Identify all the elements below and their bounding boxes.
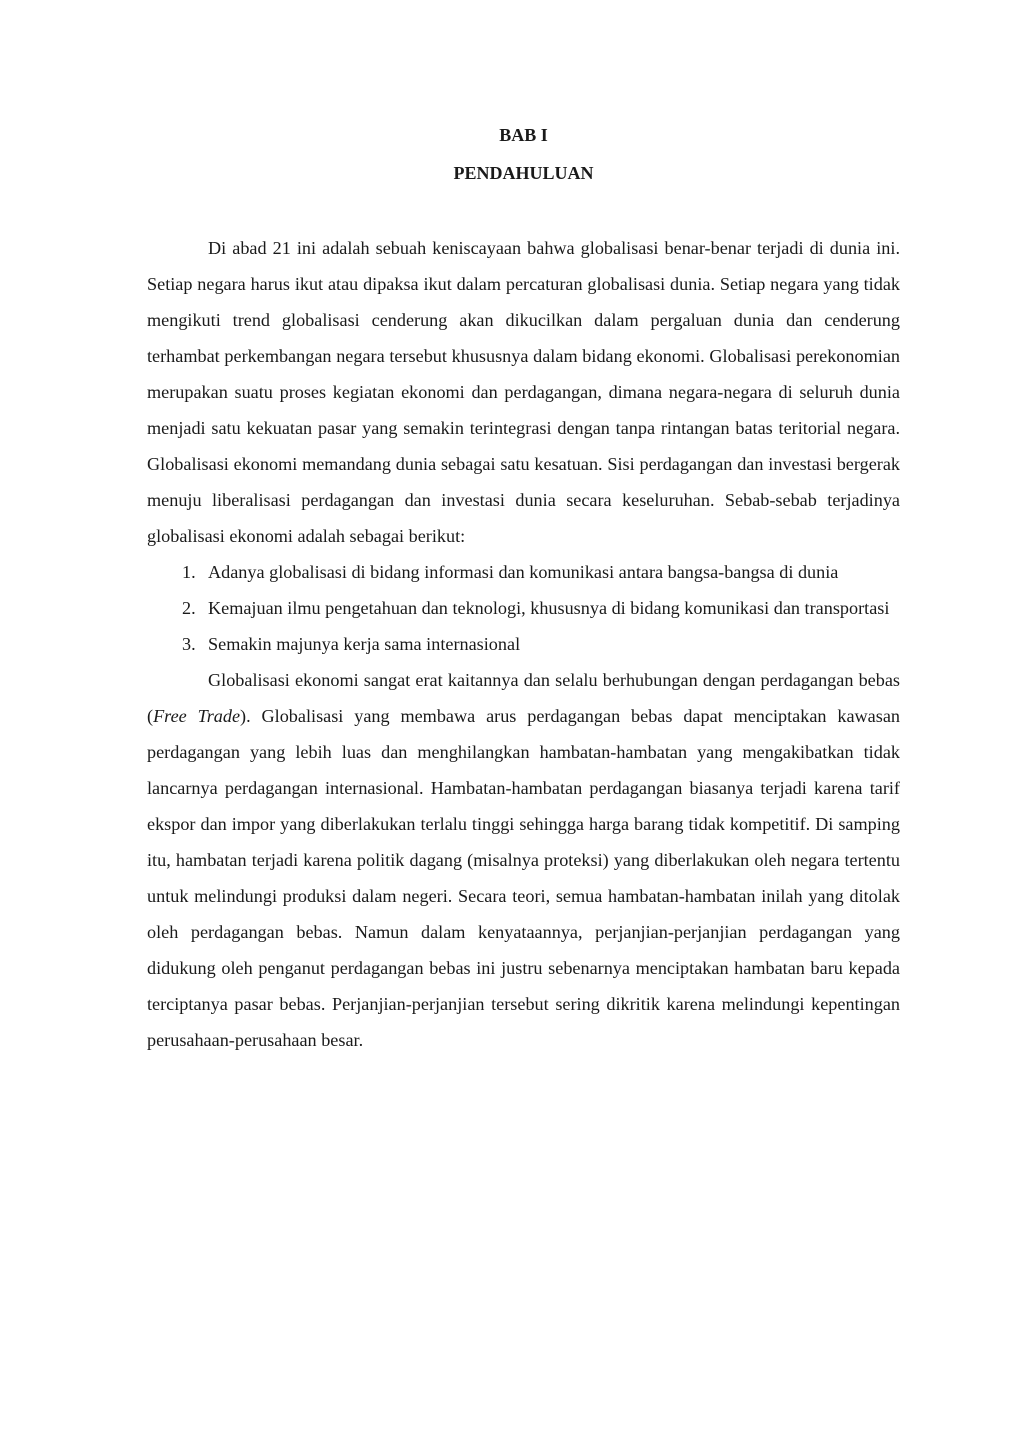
list-item [182, 590, 900, 626]
list-item [182, 626, 900, 662]
paragraph-intro: Di abad 21 ini adalah sebuah keniscayaan bahwa globalisasi benar-benar terjadi di dunia ini. Setiap negara harus ikut atau dipaksa ikut dalam percaturan globalisasi dunia. Setiap negara yang tidak mengikuti trend globalisasi cenderung akan dikucilkan dalam pergaluan dunia dan cenderung terhambat perkembangan negara tersebut khususnya dalam bidang ekonomi. Globalisasi perekonomian merupakan suatu proses kegiatan ekonomi dan perdagangan, dimana negara-negara di seluruh dunia menjadi satu kekuatan pasar yang semakin terintegrasi dengan tanpa rintangan batas teritorial negara. Globalisasi ekonomi memandang dunia sebagai satu kesatuan. Sisi perdagangan dan investasi bergerak menuju liberalisasi perdagangan dan investasi dunia secara keseluruhan. Sebab-sebab terjadinya globalisasi ekonomi adalah sebagai berikut: [147, 238, 900, 546]
free-trade-term: Free Trade [153, 706, 241, 726]
chapter-title: PENDAHULUAN [453, 163, 594, 183]
list-item-text: Kemajuan ilmu pengetahuan dan teknologi, khususnya di bidang komunikasi dan transportasi [208, 598, 890, 618]
causes-list [147, 554, 900, 662]
list-item-number: 2. [182, 598, 196, 618]
list-item-number: 1. [182, 562, 196, 582]
list-item [182, 554, 900, 590]
paragraph-free-trade [147, 662, 900, 1058]
body-text [147, 230, 900, 1058]
list-item-text: Semakin majunya kerja sama internasional [208, 634, 521, 654]
list-item-text: Adanya globalisasi di bidang informasi dan komunikasi antara bangsa-bangsa di dunia [208, 562, 839, 582]
list-item-number: 3. [182, 634, 196, 654]
chapter-number: BAB I [499, 125, 548, 145]
paragraph-free-trade-start: Globalisasi ekonomi sangat erat kaitannya dan selalu berhubungan dengan perdagangan bebas ( [147, 670, 900, 726]
paragraph-free-trade-rest: ). Globalisasi yang membawa arus perdagangan bebas dapat menciptakan kawasan perdagangan yang lebih luas dan menghilangkan hambatan-hambatan yang mengakibatkan tidak lancarnya perdagangan internasional. Hambatan-hambatan perdagangan biasanya terjadi karena tarif ekspor dan impor yang diberlakukan terlalu tinggi sehingga harga barang tidak kompetitif. Di samping itu, hambatan terjadi karena politik dagang (misalnya proteksi) yang diberlakukan oleh negara tertentu untuk melindungi produksi dalam negeri. Secara teori, semua hambatan-hambatan inilah yang ditolak oleh perdagangan bebas. Namun dalam kenyataannya, perjanjian-perjanjian perdagangan yang didukung oleh penganut perdagangan bebas ini justru sebenarnya menciptakan hambatan baru kepada terciptanya pasar bebas. Perjanjian-perjanjian tersebut sering dikritik karena melindungi kepentingan perusahaan-perusahaan besar. [147, 706, 900, 1050]
